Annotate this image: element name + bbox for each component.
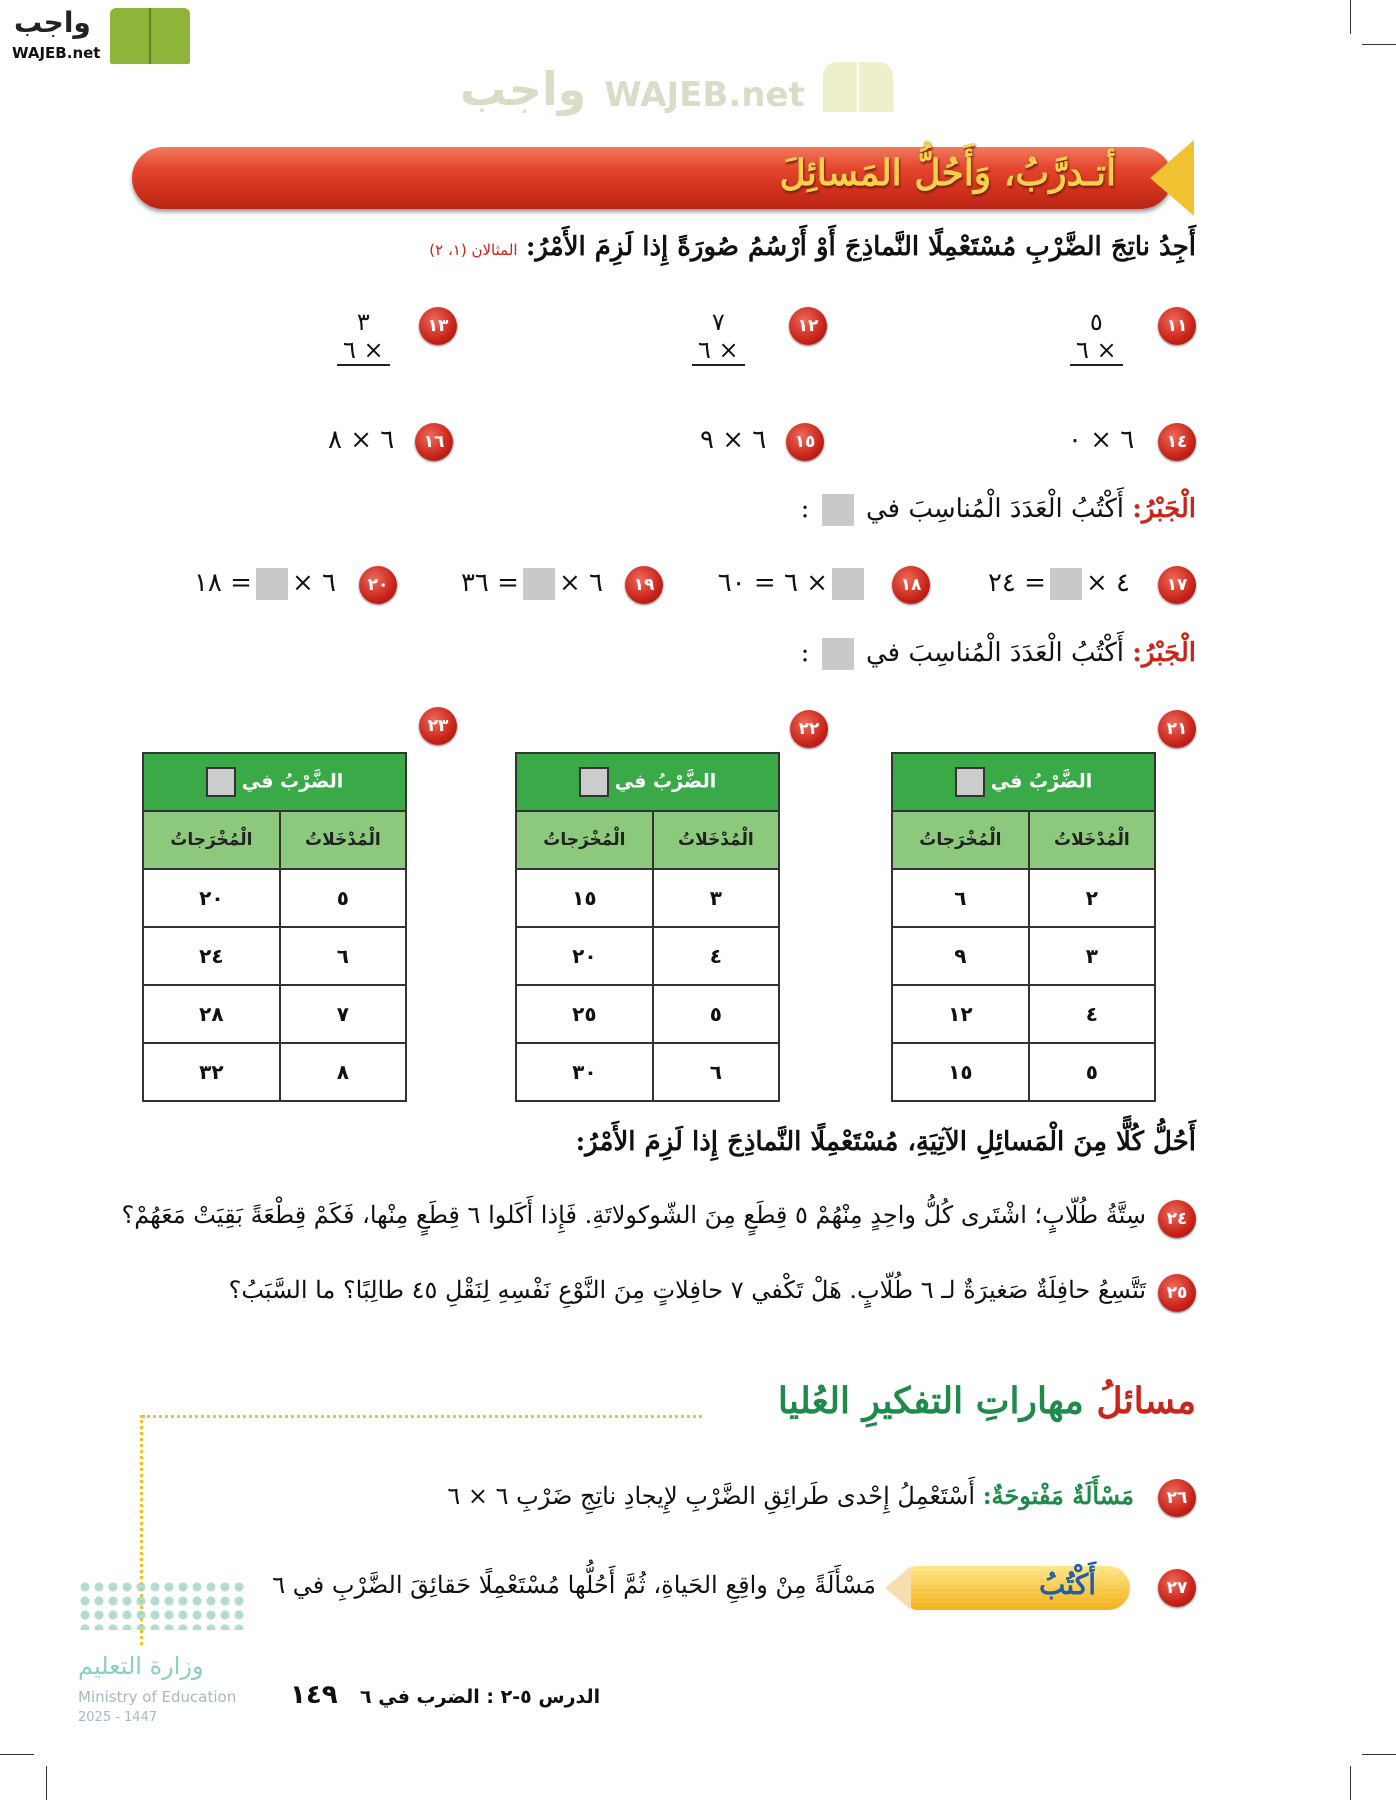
blank-box: [822, 638, 854, 670]
missing-factor-equation: [988, 568, 1130, 600]
table-row: [516, 869, 779, 927]
table-row: [892, 927, 1155, 985]
input-cell: ٣: [653, 869, 779, 927]
problem-number: ١٨: [892, 566, 930, 604]
book-icon: [110, 8, 190, 64]
function-table: [142, 752, 407, 1102]
pencil-tip-icon: [885, 1566, 911, 1610]
output-cell: ٢٠: [143, 869, 280, 927]
open-problem-label: مَسْأَلَةٌ مَفْتوحَةٌ:: [982, 1481, 1134, 1510]
lesson-footer: الدرس ٥-٢ : الضرب في ٦: [360, 1686, 601, 1708]
table-title: الضَّرْبُ في: [516, 753, 779, 811]
hot-heading: [778, 1380, 1196, 1422]
problem-number: ٢٧: [1158, 1569, 1196, 1607]
output-cell: ٣٢: [143, 1043, 280, 1101]
col-inputs: الْمُدْخَلاتُ: [280, 811, 406, 869]
instruction-text: أَجِدُ ناتِجَ الضَّرْبِ مُسْتَعْمِلًا النَّماذِجَ أَوْ أَرْسُمُ صُورَةً إِذا لَزِمَ الأَمْرُ:: [525, 232, 1196, 262]
problem-number: ١١: [1158, 307, 1196, 345]
ministry-logo: [78, 1580, 248, 1630]
col-outputs: الْمُخْرَجاتُ: [516, 811, 653, 869]
problem-number: ١٣: [419, 307, 457, 345]
output-cell: ٢٥: [516, 985, 653, 1043]
table-row: [516, 927, 779, 985]
output-cell: ٢٨: [143, 985, 280, 1043]
input-cell: ٧: [280, 985, 406, 1043]
banner-arrow-icon: [1150, 140, 1194, 216]
crop-mark: [1350, 1766, 1351, 1800]
hot-heading-a: مسائلُ: [1096, 1380, 1196, 1422]
instruction-ref: المثالان (١، ٢): [429, 241, 518, 259]
output-cell: ٦: [892, 869, 1029, 927]
expression: ٦ × ٠: [1068, 425, 1135, 455]
solve-instruction: أَحُلُّ كُلًّا مِنَ الْمَسائِلِ الآتِيَةِ، مُسْتَعْمِلًا النَّماذِجَ إِذا لَزِمَ الأَمْرُ:: [575, 1127, 1196, 1157]
watermark-arabic: واجب: [460, 62, 587, 116]
missing-factor-equation: [461, 568, 603, 600]
col-inputs: الْمُدْخَلاتُ: [1029, 811, 1155, 869]
answer-box[interactable]: [832, 568, 864, 600]
blank-box: [822, 494, 854, 526]
vertical-problem: [1070, 308, 1123, 366]
problem-number: ٢٤: [1158, 1200, 1196, 1238]
answer-box[interactable]: [523, 568, 555, 600]
input-cell: ٤: [1029, 985, 1155, 1043]
problem-number: ٢٢: [790, 710, 828, 748]
problem-number: ٢٥: [1158, 1274, 1196, 1312]
factor: ٧: [711, 308, 725, 336]
col-inputs: الْمُدْخَلاتُ: [653, 811, 779, 869]
eq-right: = ١٨: [193, 568, 252, 598]
eq-left: ٦ ×: [291, 568, 336, 598]
pencil-icon: [910, 1566, 1130, 1610]
crop-mark: [0, 1754, 34, 1755]
table-title: الضَّرْبُ في: [892, 753, 1155, 811]
algebra-instruction: الْجَبْرُ: أَكْتُبُ الْعَدَدَ الْمُناسِبَ في :: [800, 494, 1196, 524]
algebra-instruction: الْجَبْرُ: أَكْتُبُ الْعَدَدَ الْمُناسِبَ في :: [800, 638, 1196, 668]
problem-number: ٢٣: [419, 707, 457, 745]
factor: ٥: [1089, 308, 1103, 336]
table-row: [892, 869, 1155, 927]
col-outputs: الْمُخْرَجاتُ: [892, 811, 1029, 869]
factor: ٦ ×: [692, 336, 745, 366]
eq-right: = ٣٦: [460, 568, 519, 598]
table-row: [516, 985, 779, 1043]
open-problem: [447, 1481, 1134, 1510]
wajeb-logo: [8, 6, 198, 68]
missing-factor-equation: [718, 568, 868, 600]
algebra-label: الْجَبْرُ:: [1132, 638, 1196, 668]
table-row: [143, 1043, 406, 1101]
output-cell: ١٥: [892, 1043, 1029, 1101]
input-cell: ٥: [653, 985, 779, 1043]
ministry-year: 2025 - 1447: [78, 1710, 158, 1725]
write-label: أَكْتُبُ: [1038, 1568, 1096, 1601]
output-cell: ١٥: [516, 869, 653, 927]
expression: ٦ × ٩: [700, 425, 767, 455]
col-outputs: الْمُخْرَجاتُ: [143, 811, 280, 869]
watermark-latin: WAJEB.net: [604, 75, 805, 115]
answer-box[interactable]: [955, 767, 985, 797]
ministry-name-ar: وزارة التعليم: [78, 1652, 204, 1680]
crop-mark: [46, 1766, 47, 1800]
table-row: [143, 869, 406, 927]
answer-box[interactable]: [256, 568, 288, 600]
input-cell: ٣: [1029, 927, 1155, 985]
crop-mark: [1362, 44, 1396, 45]
vertical-problem: [337, 308, 390, 366]
write-problem-text: مَسْأَلَةً مِنْ واقِعِ الحَياةِ، ثُمَّ أَحُلُّها مُسْتَعْمِلًا حَقائِقَ الضَّرْبِ في ٦: [272, 1571, 876, 1599]
algebra-text: أَكْتُبُ الْعَدَدَ الْمُناسِبَ في: [865, 638, 1125, 668]
missing-factor-equation: [194, 568, 336, 600]
open-problem-text: أَسْتَعْمِلُ إِحْدى طَرائِقِ الضَّرْبِ لإِيجادِ ناتِجِ ضَرْبِ ٦ × ٦: [447, 1482, 976, 1510]
problem-number: ١٢: [789, 307, 827, 345]
table-row: [892, 985, 1155, 1043]
ministry-name-en: Ministry of Education: [78, 1688, 237, 1706]
algebra-text: أَكْتُبُ الْعَدَدَ الْمُناسِبَ في: [865, 494, 1125, 524]
input-cell: ٤: [653, 927, 779, 985]
eq-left: ٤ ×: [1085, 568, 1130, 598]
input-cell: ٦: [653, 1043, 779, 1101]
eq-right: × ٦ = ٦٠: [717, 568, 828, 598]
crop-mark: [1350, 0, 1351, 34]
crop-mark: [1362, 1754, 1396, 1755]
output-cell: ٢٤: [143, 927, 280, 985]
table-row: [143, 985, 406, 1043]
watermark-book-icon: [823, 62, 893, 112]
problem-number: ١٦: [415, 423, 453, 461]
eq-left: ٦ ×: [558, 568, 603, 598]
logo-arabic: واجب: [14, 6, 91, 39]
section-title: أتـدرَّبُ، وَأَحُلُّ المَسائِلَ: [779, 152, 1116, 194]
output-cell: ٢٠: [516, 927, 653, 985]
input-cell: ٢: [1029, 869, 1155, 927]
input-cell: ٦: [280, 927, 406, 985]
input-cell: ٨: [280, 1043, 406, 1101]
factor: ٣: [356, 308, 370, 336]
dotted-divider: [142, 1415, 702, 1418]
word-problem: تَتَّسِعُ حافِلَةٌ صَغيرَةٌ لـ ٦ طُلّابٍ. هَلْ تَكْفي ٧ حافِلاتٍ مِنَ النَّوْعِ نَفْسِهِ لِنَقْلِ ٤٥ طالِبًا؟ ما السَّبَبُ؟: [228, 1276, 1146, 1304]
table-title: الضَّرْبُ في: [143, 753, 406, 811]
input-cell: ٥: [280, 869, 406, 927]
problem-number: ١٧: [1158, 566, 1196, 604]
expression: ٦ × ٨: [328, 425, 395, 455]
function-table: [515, 752, 780, 1102]
word-problem: سِتَّةُ طُلّابٍ؛ اشْتَرى كُلُّ واحِدٍ مِنْهُمْ ٥ قِطَعٍ مِنَ الشّوكولاتَةِ. فَإِذا أَكَلوا ٦ قِطَعٍ مِنْها، فَكَمْ قِطْعَةً بَقِيَتْ مَعَهُمْ؟: [121, 1201, 1146, 1229]
wajeb-watermark: [460, 62, 893, 116]
table-row: [143, 927, 406, 985]
function-table: [891, 752, 1156, 1102]
output-cell: ٣٠: [516, 1043, 653, 1101]
output-cell: ١٢: [892, 985, 1029, 1043]
hot-heading-b: مهاراتِ التفكيرِ العُليا: [777, 1380, 1084, 1422]
table-row: [892, 1043, 1155, 1101]
page-number: ١٤٩: [290, 1680, 338, 1710]
problem-number: ١٥: [786, 423, 824, 461]
answer-box[interactable]: [579, 767, 609, 797]
vertical-problem: [692, 308, 745, 366]
factor: ٦ ×: [337, 336, 390, 366]
answer-box[interactable]: [1050, 568, 1082, 600]
problem-number: ٢٠: [359, 566, 397, 604]
table-row: [516, 1043, 779, 1101]
factor: ٦ ×: [1070, 336, 1123, 366]
problem-number: ١٩: [625, 566, 663, 604]
problem-number: ١٤: [1158, 423, 1196, 461]
input-cell: ٥: [1029, 1043, 1155, 1101]
algebra-label: الْجَبْرُ:: [1132, 494, 1196, 524]
answer-box[interactable]: [206, 767, 236, 797]
output-cell: ٩: [892, 927, 1029, 985]
problem-number: ٢٦: [1158, 1479, 1196, 1517]
logo-latin: WAJEB.net: [12, 44, 101, 62]
problem-number: ٢١: [1158, 710, 1196, 748]
instruction: [429, 232, 1196, 262]
eq-right: = ٢٤: [987, 568, 1046, 598]
